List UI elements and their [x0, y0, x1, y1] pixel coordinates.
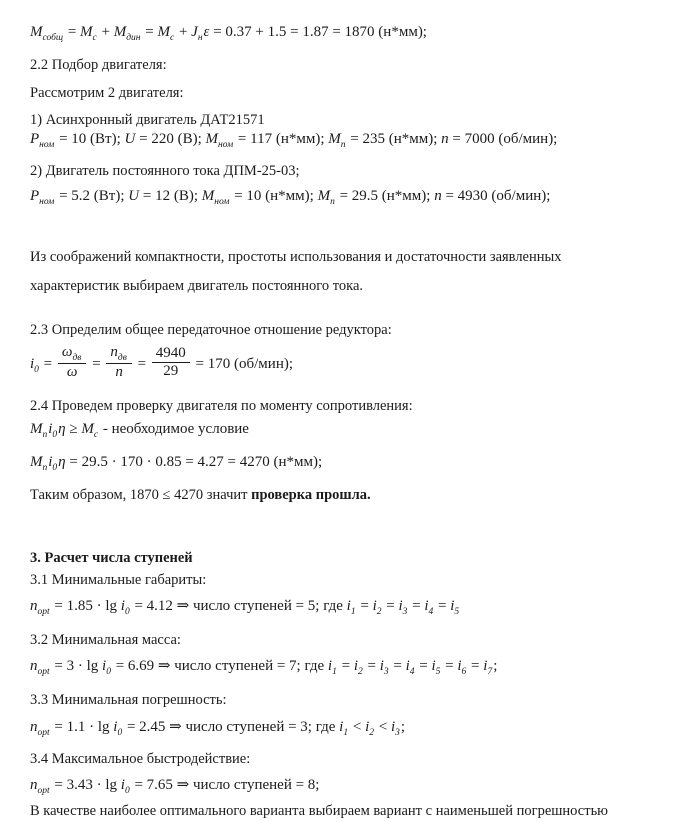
section-3: 3. Расчет числа ступеней: [30, 550, 193, 566]
section-2-2: 2.2 Подбор двигателя:: [30, 57, 167, 73]
consider-motors: Рассмотрим 2 двигателя:: [30, 85, 184, 101]
motor2-specs: $P_{ном} = 5.2$ (Вт); U = 12 (В); $M_{ном} = 10$ (н*мм); $M_п = 29.5$ (н*мм); n = 4930 (об/мин);: [30, 188, 551, 207]
fraction: $\frac{\omega_{дв}}{\omega}$: [58, 344, 87, 381]
formula-3-4: $n_{opt} = 3.43 \cdot \lg i_0 = 7.65$ ⇒ число ступеней = 8;: [30, 777, 320, 796]
section-3-4: 3.4 Максимальное быстродействие:: [30, 751, 251, 767]
partially-visible-line: В качестве наиболее оптимального варианта выбираем вариант с наименьшей погрешностью: [30, 803, 609, 819]
formula-i0: $i_0$ = $\frac{\omega_{дв}}{\omega}$ = $\frac{n_{дв}}{n}$ = $\frac{4940}{29}$ = 170 (об/мин);: [30, 344, 294, 380]
formula-3-2: $n_{opt} = 3 \cdot \lg i_0 = 6.69$ ⇒ число ступеней = 7; где $i_1 = i_2 = i_3 = i_4 = i_5 = i_6 = i_7$;: [30, 658, 498, 677]
motor2-title: 2) Двигатель постоянного тока ДПМ-25-03;: [30, 163, 300, 179]
section-3-1: 3.1 Минимальные габариты:: [30, 572, 207, 588]
compactness-paragraph: Из соображений компактности, простоты использования и достаточности заявленных характеристик выбираем двигатель постоянного тока.: [30, 249, 562, 294]
formula-3-3: $n_{opt} = 1.1 \cdot \lg i_0 = 2.45$ ⇒ число ступеней = 3; где $i_1 < i_2 < i_3$;: [30, 719, 406, 738]
section-3-2: 3.2 Минимальная масса:: [30, 632, 181, 648]
formula-check: $M_пi_0\eta = 29.5 \cdot 170 \cdot 0.85 = 4.27 = 4270$ (н*мм);: [30, 454, 323, 473]
section-3-3: 3.3 Минимальная погрешность:: [30, 692, 227, 708]
fraction: $\frac{4940}{29}$: [152, 345, 190, 380]
fraction: $\frac{n_{дв}}{n}$: [106, 344, 131, 381]
motor1-title: 1) Асинхронный двигатель ДАТ21571: [30, 112, 265, 128]
formula-m-total: $M_{собщ} = M_с + M_{дин} = M_с + J_н\varepsilon = 0.37 + 1.5 = 1.87 = 1870$ (н*мм);: [30, 24, 427, 43]
motor1-specs: $P_{ном} = 10$ (Вт); U = 220 (В); $M_{ном} = 117$ (н*мм); $M_п = 235$ (н*мм); n = 7000 (об/мин);: [30, 131, 558, 150]
section-2-3: 2.3 Определим общее передаточное отношение редуктора:: [30, 322, 392, 338]
section-2-4: 2.4 Проведем проверку двигателя по моменту сопротивления:: [30, 398, 413, 414]
formula-3-1: $n_{opt} = 1.85 \cdot \lg i_0 = 4.12$ ⇒ число ступеней = 5; где $i_1 = i_2 = i_3 = i_4 = i_5$: [30, 598, 460, 617]
formula-condition: $M_пi_0\eta \ge M_с$ - необходимое условие: [30, 421, 249, 440]
conclusion-check: Таким образом, 1870 ≤ 4270 значит проверка прошла.: [30, 487, 371, 503]
